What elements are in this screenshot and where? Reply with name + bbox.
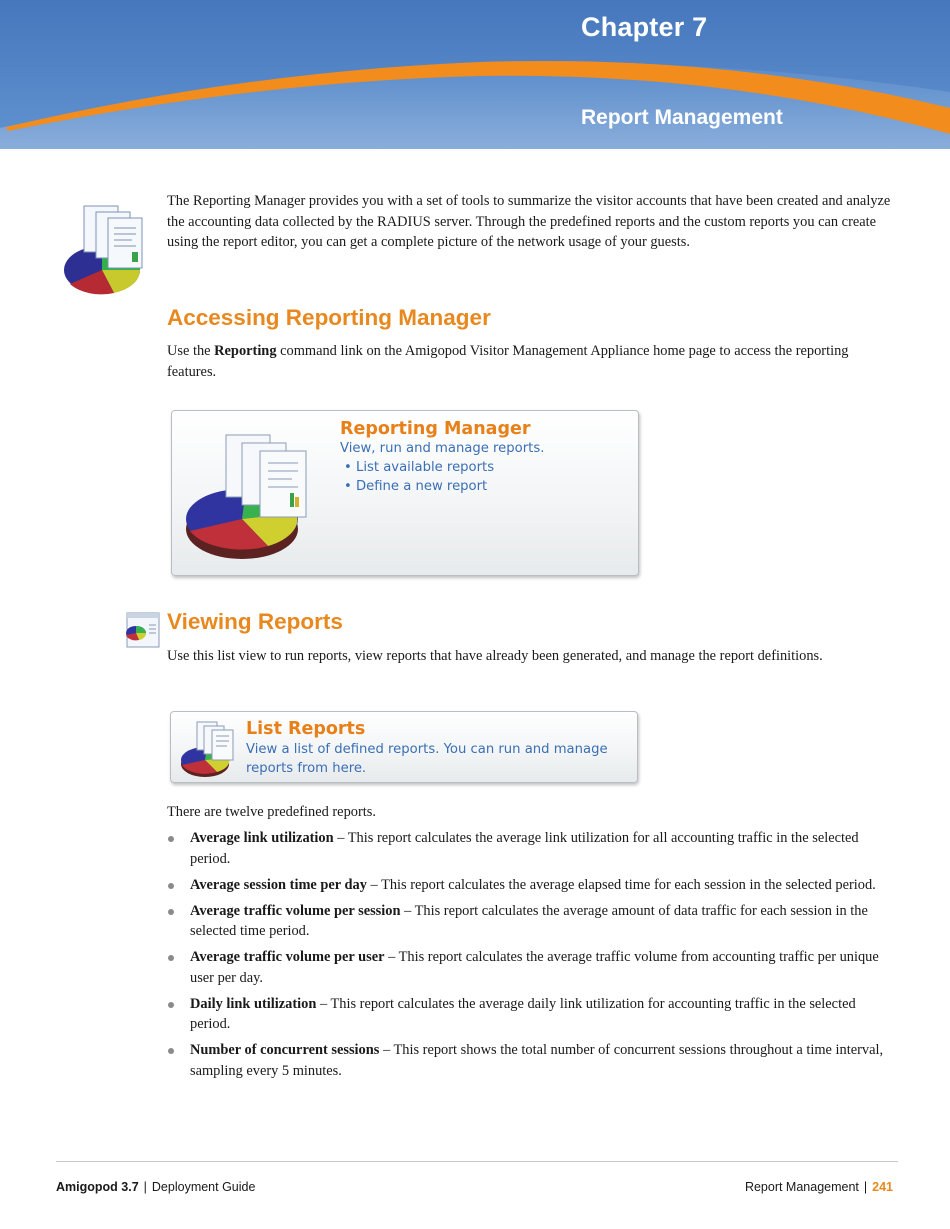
list-item: Number of concurrent sessions – This report shows the total number of concurrent sessions throughout a time interval, sampling every 5 minutes. — [167, 1040, 897, 1081]
reporting-manager-subtitle: View, run and manage reports. — [340, 441, 545, 456]
footer-guide: Deployment Guide — [151, 1180, 256, 1194]
predefined-report-list — [167, 828, 897, 1087]
list-item: Average session time per day – This report calculates the average elapsed time for each session in the selected period. — [167, 875, 897, 896]
reporting-link-term: Reporting — [214, 343, 277, 359]
footer-right: Report Management | 241 — [744, 1180, 893, 1194]
footer-left: Amigopod 3.7 | Deployment Guide — [56, 1180, 256, 1194]
reporting-manager-links — [344, 458, 494, 496]
intro-paragraph: The Reporting Manager provides you with a set of tools to summarize the visitor accounts that have been created and analyze the accounting data collected by the RADIUS server. Through the predefined reports and the custom reports you can create using the report editor, you can get a complete picture of the network usage of your guests. — [167, 193, 891, 250]
report-pie-chart-icon — [184, 427, 319, 562]
list-item: Average traffic volume per session – This report calculates the average amount of data traffic for each session in the selected time period. — [167, 901, 897, 942]
chapter-banner — [0, 0, 950, 149]
chapter-title: Report Management — [581, 106, 783, 129]
define-new-report-link[interactable]: • Define a new report — [344, 479, 488, 494]
list-item: Daily link utilization – This report calculates the average daily link utilization for accounting traffic in the selected period. — [167, 994, 897, 1035]
viewing-heading: Viewing Reports — [167, 609, 343, 634]
page-number: 241 — [872, 1180, 893, 1194]
list-reports-title: List Reports — [246, 719, 366, 739]
viewing-paragraph: Use this list view to run reports, view reports that have already been generated, and manage the report definitions. — [167, 648, 823, 664]
report-list-icon — [123, 611, 161, 649]
list-reports-description: View a list of defined reports. You can run and manage reports from here. — [246, 742, 608, 776]
banner-swoosh — [0, 0, 950, 149]
list-item: Average link utilization – This report calculates the average link utilization for all accounting traffic in the selected period. — [167, 828, 897, 869]
predefined-intro: There are twelve predefined reports. — [167, 804, 376, 820]
accessing-heading: Accessing Reporting Manager — [167, 305, 491, 330]
footer-product: Amigopod 3.7 — [56, 1180, 139, 1194]
reporting-manager-title: Reporting Manager — [340, 419, 531, 439]
list-available-reports-link[interactable]: • List available reports — [344, 460, 495, 475]
footer-divider — [56, 1161, 898, 1162]
list-item: Average traffic volume per user – This report calculates the average traffic volume from accounting traffic per unique user per day. — [167, 947, 897, 988]
report-pie-chart-icon — [62, 200, 162, 300]
report-pie-chart-icon — [179, 718, 239, 778]
footer-section: Report Management — [744, 1180, 859, 1194]
reporting-manager-screenshot — [171, 410, 639, 576]
chapter-number: Chapter 7 — [581, 12, 708, 42]
list-reports-screenshot[interactable] — [170, 711, 638, 783]
accessing-paragraph: Use the Reporting command link on the Amigopod Visitor Management Appliance home page to access the reporting features. — [167, 343, 849, 380]
